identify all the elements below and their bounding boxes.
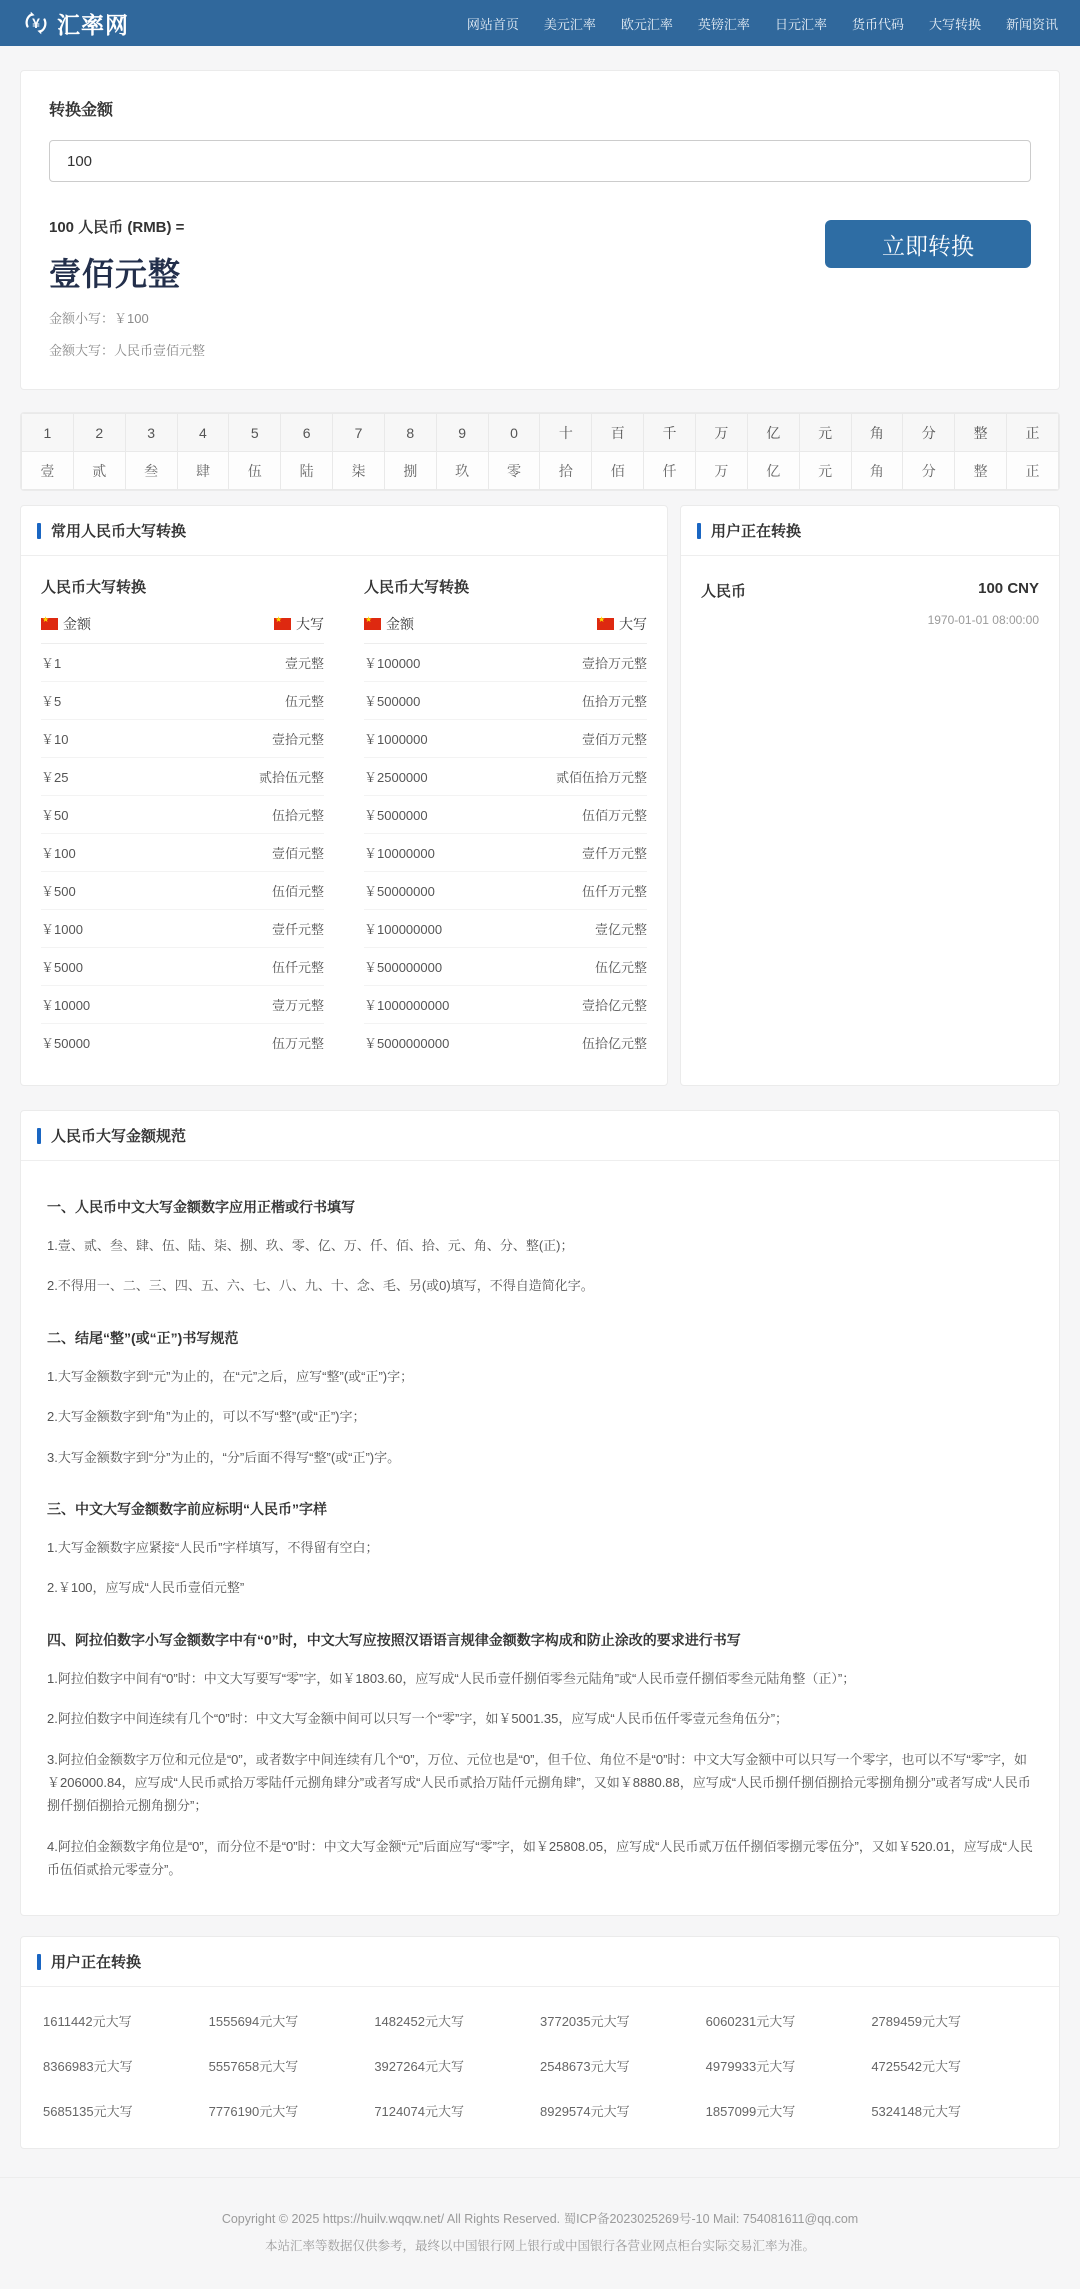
conversion-amount: ￥100: [41, 846, 76, 861]
conversion-row: [364, 948, 647, 986]
digit-upper-cell: 仟: [644, 452, 696, 490]
conversion-amount: ￥1: [41, 656, 62, 671]
convert-link[interactable]: 3927264元大写: [374, 2059, 464, 2075]
rule-item: 2.大写金额数字到“角”为止的，可以不写“整”(或“正”)字；: [47, 1409, 366, 1425]
conversion-amount: ￥5000000: [364, 808, 428, 823]
conversion-uppercase: 壹拾万元整: [581, 656, 647, 671]
nav-item[interactable]: 网站首页: [466, 16, 519, 32]
conversion-row: [364, 910, 647, 948]
amount-column-header: ★金额: [41, 614, 91, 634]
conversion-table-title: 人民币大写转换: [41, 579, 147, 596]
user-converting-card: [680, 505, 1060, 1086]
conversion-amount: ￥5: [41, 694, 62, 709]
china-flag-icon: [364, 618, 381, 630]
footer-disclaimer: 本站汇率等数据仅供参考，最终以中国银行网上银行或中国银行各营业网点柜台实际交易汇率为准。: [264, 2238, 815, 2253]
digit-upper-cell: 壹: [22, 452, 74, 490]
conversion-row: [41, 910, 324, 948]
digit-upper-cell: 佰: [592, 452, 644, 490]
digit-mapping-card: [20, 412, 1060, 491]
digit-upper-cell: 肆: [177, 452, 229, 490]
conversion-table-header: [41, 607, 324, 644]
conversion-row: [364, 872, 647, 910]
conversion-row: [364, 796, 647, 834]
conversion-table-header: [364, 607, 647, 644]
nav-menu: [467, 14, 1058, 33]
digit-cell: 6: [281, 414, 333, 452]
digit-upper-cell: 万: [695, 452, 747, 490]
convert-now-button[interactable]: 立即转换: [825, 220, 1031, 268]
conversion-uppercase: 伍仟万元整: [581, 884, 647, 899]
rule-item: 2.￥100，应写成“人民币壹佰元整”: [47, 1580, 245, 1596]
conversion-uppercase: 伍拾元整: [271, 808, 324, 823]
conversion-row: [364, 834, 647, 872]
convert-link[interactable]: 8929574元大写: [540, 2104, 630, 2120]
digit-cell: 角: [851, 414, 903, 452]
conversion-row: [364, 644, 647, 682]
conversion-uppercase: 贰佰伍拾万元整: [555, 770, 647, 785]
digit-upper-cell: 元: [799, 452, 851, 490]
conversion-uppercase: 伍拾万元整: [581, 694, 647, 709]
digit-cell: 正: [1007, 414, 1059, 452]
conversion-amount: ￥1000: [41, 922, 83, 937]
digit-table-arabic-row: [22, 414, 1059, 452]
conversion-amount: ￥50000000: [364, 884, 435, 899]
amount-input[interactable]: [49, 140, 1031, 182]
conversion-uppercase: 贰拾伍元整: [258, 770, 324, 785]
conversion-row: [41, 834, 324, 872]
conversion-row: [41, 644, 324, 682]
conversion-table: [364, 572, 647, 1061]
amount-column-header: ★金额: [364, 614, 414, 634]
conversion-row: [364, 758, 647, 796]
amount-lowercase-line: 金额小写：￥100: [49, 311, 149, 326]
digit-cell: 千: [644, 414, 696, 452]
nav-item[interactable]: 大写转换: [928, 16, 981, 32]
conversion-row: [41, 986, 324, 1024]
conversion-row: [41, 1024, 324, 1061]
conversion-amount: ￥1000000: [364, 732, 428, 747]
bottom-links-title: 用户正在转换: [51, 1954, 142, 1972]
convert-link[interactable]: 4979933元大写: [705, 2059, 796, 2075]
rule-item: 3.阿拉伯金额数字万位和元位是“0”，或者数字中间连续有几个“0”，万位、元位也是“0”，但千位、角位不是“0”时：中文大写金额中可以只写一个零字，也可以不写“零”字，如￥206000.84，应写成“人民币贰拾万零陆仟元捌角肆分”或者写成“人民币贰拾万陆仟元捌角肆”，又如￥8880.88，应写成“人民币捌仟捌佰捌拾元零捌角捌分”或者写成“人民币捌仟捌佰捌拾元捌角捌分”；: [47, 1751, 1031, 1814]
digit-cell: 整: [955, 414, 1007, 452]
conversion-uppercase: 壹亿元整: [594, 922, 647, 937]
convert-link[interactable]: 4725542元大写: [871, 2059, 961, 2075]
rule-section-heading: 三、中文大写金额数字前应标明“人民币”字样: [47, 1500, 327, 1517]
convert-link[interactable]: 1555694元大写: [208, 2014, 299, 2030]
nav-item[interactable]: 货币代码: [851, 16, 904, 32]
digit-upper-cell: 零: [488, 452, 540, 490]
conversion-row: [41, 720, 324, 758]
conversion-amount: ￥500000: [364, 694, 421, 709]
convert-link[interactable]: 5557658元大写: [208, 2059, 299, 2075]
digit-upper-cell: 柒: [333, 452, 385, 490]
digit-upper-cell: 捌: [384, 452, 436, 490]
section-marker: [37, 1954, 41, 1970]
amount-uppercase-line: 金额大写：人民币壹佰元整: [49, 343, 206, 358]
digit-upper-cell: 整: [955, 452, 1007, 490]
digit-upper-cell: 贰: [73, 452, 125, 490]
rule-item: 1.阿拉伯数字中间有“0”时：中文大写要写“零”字，如￥1803.60，应写成“人民币壹仟捌佰零叁元陆角”或“人民币壹仟捌佰零叁元陆角整（正）”；: [47, 1670, 856, 1686]
nav-item[interactable]: 新闻资讯: [1005, 16, 1058, 32]
user-converting-amount: 100 CNY: [978, 580, 1039, 597]
bottom-links-grid: [21, 1987, 1059, 2148]
convert-link[interactable]: 1857099元大写: [705, 2104, 796, 2120]
site-title: 汇率网: [57, 11, 129, 38]
conversion-row: [41, 872, 324, 910]
convert-link[interactable]: 5685135元大写: [43, 2104, 133, 2120]
conversion-row: [41, 758, 324, 796]
conversion-amount: ￥25: [41, 770, 69, 785]
conversion-row: [364, 720, 647, 758]
convert-link[interactable]: 7776190元大写: [208, 2104, 299, 2120]
conversion-equation: 100 人民币 (RMB) =: [49, 219, 185, 236]
conversion-amount: ￥10000: [41, 998, 91, 1013]
section-marker: [697, 523, 701, 539]
conversion-uppercase: 伍元整: [284, 694, 324, 709]
conversion-amount: ￥500: [41, 884, 76, 899]
conversion-uppercase: 壹佰元整: [271, 846, 324, 861]
section-marker: [37, 1128, 41, 1144]
digit-upper-cell: 亿: [747, 452, 799, 490]
nav-item[interactable]: 美元汇率: [543, 16, 596, 32]
rules-card: [20, 1110, 1060, 1916]
rule-item: 2.不得用一、二、三、四、五、六、七、八、九、十、念、毛、另(或0)填写，不得自造简化字。: [47, 1278, 594, 1294]
digit-upper-cell: 叁: [125, 452, 177, 490]
rule-item: 3.大写金额数字到“分”为止的，“分”后面不得写“整”(或“正”)字。: [47, 1449, 401, 1465]
digit-cell: 2: [73, 414, 125, 452]
convert-link[interactable]: 1482452元大写: [374, 2014, 464, 2030]
rule-item: 1.大写金额数字应紧接“人民币”字样填写，不得留有空白；: [47, 1539, 379, 1555]
digit-cell: 百: [592, 414, 644, 452]
conversion-amount: ￥100000: [364, 656, 421, 671]
digit-upper-cell: 伍: [229, 452, 281, 490]
rule-section-heading: 四、阿拉伯数字小写金额数字中有“0”时，中文大写应按照汉语语言规律金额数字构成和防止涂改的要求进行书写: [47, 1631, 741, 1648]
convert-link[interactable]: 5324148元大写: [871, 2104, 961, 2120]
digit-cell: 0: [488, 414, 540, 452]
convert-link[interactable]: 2548673元大写: [540, 2059, 630, 2075]
conversion-uppercase: 壹佰万元整: [581, 732, 647, 747]
rule-item: 1.大写金额数字到“元”为止的，在“元”之后，应写“整”(或“正”)字；: [47, 1368, 414, 1384]
digit-cell: 亿: [747, 414, 799, 452]
common-conversion-card: [20, 505, 668, 1086]
conversion-row: [41, 948, 324, 986]
uppercase-column-header: ★ 大写: [274, 614, 324, 634]
digit-upper-cell: 拾: [540, 452, 592, 490]
conversion-uppercase: 伍仟元整: [271, 960, 324, 975]
conversion-amount: ￥10: [41, 732, 69, 747]
svg-text:¥: ¥: [32, 15, 40, 31]
digit-cell: 万: [695, 414, 747, 452]
conversion-row: [41, 682, 324, 720]
digit-cell: 9: [436, 414, 488, 452]
conversion-uppercase: 伍亿元整: [594, 960, 647, 975]
conversion-result-large: 壹佰元整: [49, 256, 182, 292]
convert-link[interactable]: 3772035元大写: [540, 2014, 630, 2030]
convert-link[interactable]: 6060231元大写: [705, 2014, 796, 2030]
page-footer: [0, 2177, 1080, 2289]
conversion-row: [41, 796, 324, 834]
conversion-uppercase: 伍万元整: [271, 1036, 324, 1051]
rule-section-heading: 二、结尾“整”(或“正”)书写规范: [47, 1329, 239, 1346]
user-converting-title: 用户正在转换: [711, 523, 802, 540]
rule-section-heading: 一、人民币中文大写金额数字应用正楷或行书填写: [47, 1199, 355, 1215]
convert-link[interactable]: 8366983元大写: [43, 2059, 133, 2075]
digit-cell: 3: [125, 414, 177, 452]
conversion-amount: ￥5000000000: [364, 1036, 450, 1051]
conversion-amount: ￥50: [41, 808, 69, 823]
convert-link[interactable]: 7124074元大写: [374, 2104, 464, 2120]
site-logo[interactable]: [22, 7, 129, 40]
rules-body: [21, 1161, 1059, 1915]
conversion-row: [364, 1024, 647, 1061]
conversion-table-title: 人民币大写转换: [364, 579, 470, 596]
converter-card: [20, 70, 1060, 390]
user-converting-time: 1970-01-01 08:00:00: [927, 613, 1039, 627]
section-marker: [37, 523, 41, 539]
conversion-amount: ￥5000: [41, 960, 83, 975]
nav-item[interactable]: 欧元汇率: [620, 16, 673, 32]
yuan-exchange-icon: [22, 9, 50, 37]
nav-item[interactable]: 日元汇率: [774, 16, 827, 32]
rule-item: 2.阿拉伯数字中间连续有几个“0”时：中文大写金额中间可以只写一个“零”字，如￥5001.35，应写成“人民币伍仟零壹元叁角伍分”；: [47, 1711, 789, 1727]
digit-table-upper-row: [22, 452, 1059, 490]
conversion-uppercase: 伍佰元整: [271, 884, 324, 899]
rule-item: 4.阿拉伯金额数字角位是“0”，而分位不是“0”时：中文大写金额“元”后面应写“零”字，如￥25808.05，应写成“人民币贰万伍仟捌佰零捌元零伍分”，又如￥520.01，应写成“人民币伍佰贰拾元零壹分”。: [47, 1838, 1033, 1878]
conversion-amount: ￥10000000: [364, 846, 435, 861]
conversion-uppercase: 壹拾亿元整: [581, 998, 647, 1013]
converter-title: 转换金额: [49, 102, 114, 119]
digit-upper-cell: 角: [851, 452, 903, 490]
china-flag-icon: [41, 618, 58, 630]
conversion-amount: ￥500000000: [364, 960, 443, 975]
nav-item[interactable]: 英镑汇率: [697, 16, 750, 32]
common-tables: [21, 556, 667, 1085]
digit-cell: 5: [229, 414, 281, 452]
convert-link[interactable]: 1611442元大写: [43, 2014, 132, 2030]
conversion-uppercase: 壹万元整: [271, 998, 324, 1013]
conversion-amount: ￥50000: [41, 1036, 91, 1051]
conversion-uppercase: 伍拾亿元整: [581, 1036, 647, 1051]
digit-table: [21, 413, 1059, 490]
digit-cell: 十: [540, 414, 592, 452]
digit-cell: 4: [177, 414, 229, 452]
digit-upper-cell: 陆: [281, 452, 333, 490]
conversion-row: [364, 682, 647, 720]
common-section-title: 常用人民币大写转换: [51, 523, 187, 540]
digit-cell: 元: [799, 414, 851, 452]
digit-cell: 8: [384, 414, 436, 452]
rule-item: 1.壹、贰、叁、肆、伍、陆、柒、捌、玖、零、亿、万、仟、佰、拾、元、角、分、整(正)；: [47, 1238, 574, 1253]
conversion-row: [364, 986, 647, 1024]
digit-upper-cell: 正: [1007, 452, 1059, 490]
digit-cell: 7: [333, 414, 385, 452]
digit-cell: 1: [22, 414, 74, 452]
china-flag-icon: [274, 618, 291, 630]
conversion-uppercase: 壹拾元整: [271, 732, 324, 747]
conversion-uppercase: 壹仟万元整: [581, 846, 647, 861]
top-navigation-bar: [0, 0, 1080, 46]
digit-cell: 分: [903, 414, 955, 452]
user-converting-currency: 人民币: [701, 583, 747, 600]
rules-title: 人民币大写金额规范: [51, 1128, 187, 1145]
conversion-uppercase: 伍佰万元整: [581, 808, 647, 823]
conversion-table: [41, 572, 324, 1061]
bottom-links-card: [20, 1936, 1060, 2149]
conversion-uppercase: 壹元整: [284, 656, 324, 671]
conversion-amount: ￥2500000: [364, 770, 428, 785]
conversion-amount: ￥1000000000: [364, 998, 450, 1013]
china-flag-icon: [597, 618, 614, 630]
footer-copyright: Copyright © 2025 https://huilv.wqqw.net/ All Rights Reserved. 蜀ICP备2023025269号-10 Mail: 754081611@qq.com: [221, 2212, 859, 2227]
convert-link[interactable]: 2789459元大写: [871, 2014, 961, 2030]
conversion-amount: ￥100000000: [364, 922, 443, 937]
conversion-uppercase: 壹仟元整: [271, 922, 324, 937]
uppercase-column-header: ★ 大写: [597, 614, 647, 634]
digit-upper-cell: 分: [903, 452, 955, 490]
digit-upper-cell: 玖: [436, 452, 488, 490]
